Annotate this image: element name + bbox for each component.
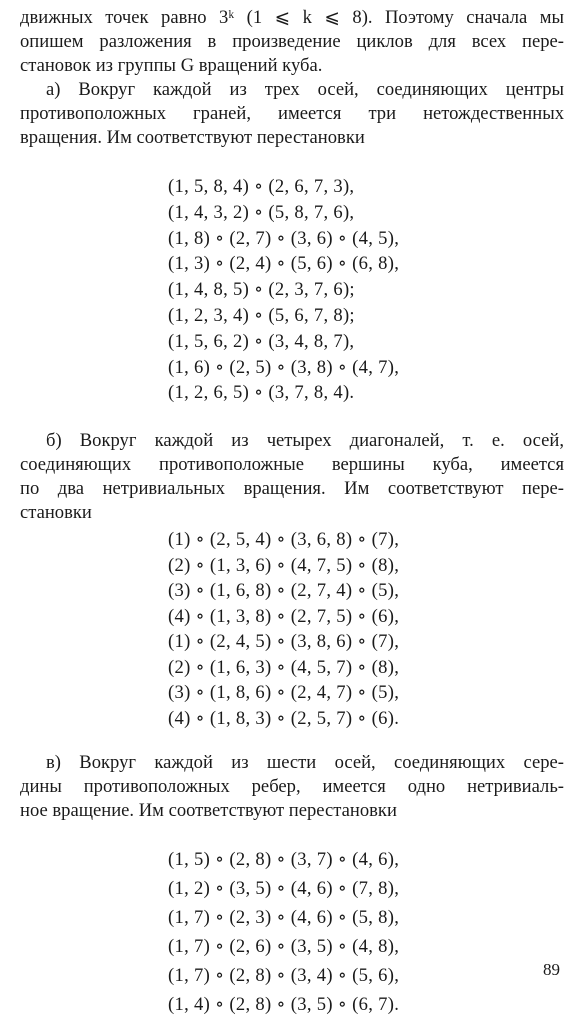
section-a-paragraph [20, 78, 564, 150]
permutation-line: (1, 8) ∘ (2, 7) ∘ (3, 6) ∘ (4, 5), [168, 227, 400, 249]
permutation-line: (1, 4) ∘ (2, 8) ∘ (3, 5) ∘ (6, 7). [168, 994, 400, 1016]
permutation-line: (1, 5, 6, 2) ∘ (3, 4, 8, 7), [168, 330, 355, 352]
permutation-line: (1, 4, 3, 2) ∘ (5, 8, 7, 6), [168, 201, 355, 223]
permutation-line: (1, 7) ∘ (2, 6) ∘ (3, 5) ∘ (4, 8), [168, 936, 400, 958]
section-b-permutations [168, 527, 564, 731]
permutation-line: (1, 3) ∘ (2, 4) ∘ (5, 6) ∘ (6, 8), [168, 253, 400, 275]
text-line: а) Вокруг каждой из трех осей, соединяющих центры [46, 79, 564, 100]
permutation-line: (1, 2, 6, 5) ∘ (3, 7, 8, 4). [168, 382, 355, 404]
text-line: соединяющих противоположные вершины куба, имеется [20, 454, 564, 476]
section-a-permutations [168, 174, 564, 406]
permutation-line: (1, 2) ∘ (3, 5) ∘ (4, 6) ∘ (7, 8), [168, 878, 400, 900]
permutation-line: (1, 7) ∘ (2, 8) ∘ (3, 4) ∘ (5, 6), [168, 965, 400, 987]
permutation-line: (4) ∘ (1, 8, 3) ∘ (2, 5, 7) ∘ (6). [168, 707, 400, 729]
section-c-paragraph [20, 751, 564, 823]
permutation-line: (3) ∘ (1, 8, 6) ∘ (2, 4, 7) ∘ (5), [168, 682, 400, 704]
text-line: противоположных граней, имеется три нетождественных [20, 103, 564, 124]
text-line: становки [20, 502, 92, 524]
text-line: по два нетривиальных вращения. Им соответствуют пере- [20, 478, 564, 500]
text-line: дины противоположных ребер, имеется одно нетривиаль- [20, 776, 564, 798]
permutation-line: (1, 5, 8, 4) ∘ (2, 6, 7, 3), [168, 176, 355, 197]
permutation-line: (1, 4, 8, 5) ∘ (2, 3, 7, 6); [168, 279, 355, 301]
permutation-line: (1) ∘ (2, 5, 4) ∘ (3, 6, 8) ∘ (7), [168, 529, 400, 551]
text-line: б) Вокруг каждой из четырех диагоналей, т. е. осей, [46, 430, 564, 452]
permutation-line: (1, 6) ∘ (2, 5) ∘ (3, 8) ∘ (4, 7), [168, 356, 400, 378]
text-line: опишем разложения в произведение циклов для всех пере- [20, 31, 564, 52]
permutation-line: (4) ∘ (1, 3, 8) ∘ (2, 7, 5) ∘ (6), [168, 605, 400, 627]
text-line: ное вращение. Им соответствуют перестановки [20, 800, 397, 822]
permutation-line: (3) ∘ (1, 6, 8) ∘ (2, 7, 4) ∘ (5), [168, 580, 400, 602]
text-line: вращения. Им соответствуют перестановки [20, 127, 365, 148]
intro-paragraph [20, 6, 564, 78]
section-c-permutations [168, 845, 564, 1019]
page-number: 89 [543, 960, 560, 979]
permutation-line: (1, 2, 3, 4) ∘ (5, 6, 7, 8); [168, 304, 355, 326]
permutation-line: (1, 5) ∘ (2, 8) ∘ (3, 7) ∘ (4, 6), [168, 849, 400, 871]
spacer [20, 731, 564, 751]
permutation-line: (2) ∘ (1, 3, 6) ∘ (4, 7, 5) ∘ (8), [168, 554, 400, 576]
permutation-line: (1) ∘ (2, 4, 5) ∘ (3, 8, 6) ∘ (7), [168, 631, 400, 653]
text-line: становок из группы G вращений куба. [20, 55, 323, 76]
text-line: движных точек равно 3ᵏ (1 ⩽ k ⩽ 8). Поэтому сначала мы [20, 7, 564, 28]
text-line: в) Вокруг каждой из шести осей, соединяющих сере- [46, 752, 564, 774]
spacer [20, 406, 564, 429]
permutation-line: (2) ∘ (1, 6, 3) ∘ (4, 5, 7) ∘ (8), [168, 656, 400, 678]
book-page [20, 6, 564, 1019]
section-b-paragraph [20, 429, 564, 525]
permutation-line: (1, 7) ∘ (2, 3) ∘ (4, 6) ∘ (5, 8), [168, 907, 400, 929]
